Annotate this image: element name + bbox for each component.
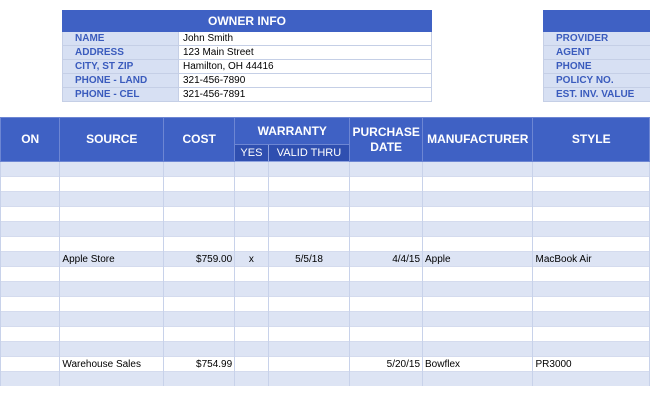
- table-row: [1, 252, 650, 267]
- manufacturer-cell[interactable]: [423, 282, 533, 297]
- owner-row-city: [63, 60, 432, 74]
- description-cell[interactable]: [1, 162, 60, 177]
- description-cell[interactable]: [1, 312, 60, 327]
- warranty-yes-cell[interactable]: [235, 267, 268, 282]
- table-row: [1, 312, 650, 327]
- table-row: [1, 162, 650, 177]
- owner-value-cell[interactable]: John Smith: [179, 32, 432, 46]
- purchase-date-cell[interactable]: 4/4/15: [350, 252, 423, 267]
- description-cell[interactable]: [1, 177, 60, 192]
- owner-label: ADDRESS: [63, 46, 179, 60]
- valid-thru-cell[interactable]: [268, 192, 350, 207]
- manufacturer-cell[interactable]: [423, 372, 533, 387]
- policy-no-label: POLICY NO.: [544, 74, 650, 88]
- cost-cell[interactable]: [164, 297, 235, 312]
- manufacturer-cell[interactable]: [423, 297, 533, 312]
- owner-value-cell[interactable]: 123 Main Street: [179, 46, 432, 60]
- warranty-yes-cell[interactable]: [235, 342, 268, 357]
- valid-thru-cell[interactable]: [268, 222, 350, 237]
- description-cell[interactable]: [1, 207, 60, 222]
- valid-thru-cell[interactable]: [268, 342, 350, 357]
- cost-cell[interactable]: [164, 192, 235, 207]
- owner-value-cell[interactable]: 321-456-7890: [179, 74, 432, 88]
- col-header-description: ON: [1, 118, 60, 162]
- owner-value-cell[interactable]: Hamilton, OH 44416: [179, 60, 432, 74]
- style-cell[interactable]: [533, 207, 650, 222]
- est-inv-value-label: EST. INV. VALUE: [544, 88, 650, 102]
- table-row: [1, 267, 650, 282]
- style-cell[interactable]: [533, 162, 650, 177]
- col-header-source: SOURCE: [60, 118, 164, 162]
- warranty-yes-cell[interactable]: [235, 162, 268, 177]
- purchase-date-cell[interactable]: [350, 237, 423, 252]
- cost-cell[interactable]: [164, 372, 235, 387]
- table-row: [1, 357, 650, 372]
- purchase-date-cell[interactable]: [350, 282, 423, 297]
- col-header-manufacturer: MANUFACTURER: [423, 118, 533, 162]
- valid-thru-cell[interactable]: 5/5/18: [268, 252, 350, 267]
- purchase-date-cell[interactable]: [350, 192, 423, 207]
- owner-row-name: [63, 32, 432, 46]
- valid-thru-cell[interactable]: [268, 357, 350, 372]
- style-cell[interactable]: MacBook Air: [533, 252, 650, 267]
- warranty-yes-cell[interactable]: x: [235, 252, 268, 267]
- table-row: [1, 177, 650, 192]
- table-row: [1, 192, 650, 207]
- cost-cell[interactable]: $754.99: [164, 357, 235, 372]
- col-header-warranty-yes: YES: [235, 145, 268, 162]
- valid-thru-cell[interactable]: [268, 162, 350, 177]
- col-header-warranty: WARRANTY: [235, 118, 350, 145]
- manufacturer-cell[interactable]: [423, 222, 533, 237]
- valid-thru-cell[interactable]: [268, 282, 350, 297]
- cost-cell[interactable]: [164, 312, 235, 327]
- cost-cell[interactable]: $759.00: [164, 252, 235, 267]
- valid-thru-cell[interactable]: [268, 267, 350, 282]
- purchase-date-line2: DATE: [370, 139, 403, 154]
- cost-cell[interactable]: [164, 267, 235, 282]
- cost-cell[interactable]: [164, 222, 235, 237]
- source-cell[interactable]: [60, 192, 164, 207]
- provider-label: PROVIDER: [544, 32, 650, 46]
- valid-thru-cell[interactable]: [268, 327, 350, 342]
- cost-cell[interactable]: [164, 327, 235, 342]
- owner-info-title: OWNER INFO: [63, 11, 432, 32]
- table-row: [1, 372, 650, 387]
- description-cell[interactable]: [1, 357, 60, 372]
- warranty-yes-cell[interactable]: [235, 357, 268, 372]
- table-row: [1, 282, 650, 297]
- source-cell[interactable]: [60, 312, 164, 327]
- purchase-date-cell[interactable]: [350, 162, 423, 177]
- source-cell[interactable]: Warehouse Sales: [60, 357, 164, 372]
- cost-cell[interactable]: [164, 207, 235, 222]
- style-cell[interactable]: [533, 282, 650, 297]
- warranty-yes-cell[interactable]: [235, 372, 268, 387]
- source-cell[interactable]: Apple Store: [60, 252, 164, 267]
- owner-label: NAME: [63, 32, 179, 46]
- warranty-yes-cell[interactable]: [235, 177, 268, 192]
- col-header-cost: COST: [164, 118, 235, 162]
- owner-row-phone-cel: [63, 88, 432, 102]
- source-cell[interactable]: [60, 237, 164, 252]
- agent-label: AGENT: [544, 46, 650, 60]
- owner-label: CITY, ST ZIP: [63, 60, 179, 74]
- purchase-date-cell[interactable]: 5/20/15: [350, 357, 423, 372]
- purchase-date-cell[interactable]: [350, 327, 423, 342]
- description-cell[interactable]: [1, 192, 60, 207]
- style-cell[interactable]: [533, 192, 650, 207]
- style-cell[interactable]: [533, 312, 650, 327]
- source-cell[interactable]: [60, 267, 164, 282]
- col-header-style: STYLE: [533, 118, 650, 162]
- description-cell[interactable]: [1, 267, 60, 282]
- owner-info-table: [62, 10, 432, 102]
- warranty-yes-cell[interactable]: [235, 192, 268, 207]
- cost-cell[interactable]: [164, 237, 235, 252]
- style-cell[interactable]: [533, 297, 650, 312]
- manufacturer-cell[interactable]: [423, 177, 533, 192]
- description-cell[interactable]: [1, 327, 60, 342]
- source-cell[interactable]: [60, 282, 164, 297]
- manufacturer-cell[interactable]: [423, 312, 533, 327]
- owner-label: PHONE - CEL: [63, 88, 179, 102]
- warranty-yes-cell[interactable]: [235, 282, 268, 297]
- source-cell[interactable]: [60, 297, 164, 312]
- warranty-yes-cell[interactable]: [235, 237, 268, 252]
- purchase-date-cell[interactable]: [350, 222, 423, 237]
- source-cell[interactable]: [60, 207, 164, 222]
- purchase-date-cell[interactable]: [350, 177, 423, 192]
- valid-thru-cell[interactable]: [268, 177, 350, 192]
- inventory-table: [0, 117, 650, 386]
- description-cell[interactable]: [1, 342, 60, 357]
- style-cell[interactable]: [533, 237, 650, 252]
- manufacturer-cell[interactable]: [423, 192, 533, 207]
- owner-label: PHONE - LAND: [63, 74, 179, 88]
- valid-thru-cell[interactable]: [268, 207, 350, 222]
- style-cell[interactable]: [533, 342, 650, 357]
- manufacturer-cell[interactable]: Bowflex: [423, 357, 533, 372]
- warranty-yes-cell[interactable]: [235, 207, 268, 222]
- style-cell[interactable]: [533, 372, 650, 387]
- purchase-date-cell[interactable]: [350, 312, 423, 327]
- phone-label: PHONE: [544, 60, 650, 74]
- table-row: [1, 237, 650, 252]
- table-row: [1, 342, 650, 357]
- manufacturer-cell[interactable]: [423, 327, 533, 342]
- cost-cell[interactable]: [164, 177, 235, 192]
- valid-thru-cell[interactable]: [268, 372, 350, 387]
- purchase-date-cell[interactable]: [350, 297, 423, 312]
- provider-info-table: [543, 10, 650, 102]
- manufacturer-cell[interactable]: [423, 237, 533, 252]
- provider-header: [544, 11, 650, 32]
- source-cell[interactable]: [60, 372, 164, 387]
- warranty-yes-cell[interactable]: [235, 297, 268, 312]
- purchase-date-cell[interactable]: [350, 342, 423, 357]
- manufacturer-cell[interactable]: [423, 162, 533, 177]
- description-cell[interactable]: [1, 237, 60, 252]
- style-cell[interactable]: [533, 327, 650, 342]
- style-cell[interactable]: PR3000: [533, 357, 650, 372]
- style-cell[interactable]: [533, 177, 650, 192]
- col-header-warranty-valid-thru: VALID THRU: [268, 145, 350, 162]
- cost-cell[interactable]: [164, 162, 235, 177]
- warranty-yes-cell[interactable]: [235, 327, 268, 342]
- style-cell[interactable]: [533, 222, 650, 237]
- source-cell[interactable]: [60, 177, 164, 192]
- description-cell[interactable]: [1, 222, 60, 237]
- valid-thru-cell[interactable]: [268, 297, 350, 312]
- cost-cell[interactable]: [164, 282, 235, 297]
- owner-row-phone-land: [63, 74, 432, 88]
- source-cell[interactable]: [60, 342, 164, 357]
- manufacturer-cell[interactable]: Apple: [423, 252, 533, 267]
- col-header-purchase-date: [350, 118, 423, 162]
- description-cell[interactable]: [1, 252, 60, 267]
- manufacturer-cell[interactable]: [423, 342, 533, 357]
- source-cell[interactable]: [60, 162, 164, 177]
- purchase-date-cell[interactable]: [350, 267, 423, 282]
- table-row: [1, 222, 650, 237]
- purchase-date-cell[interactable]: [350, 207, 423, 222]
- valid-thru-cell[interactable]: [268, 312, 350, 327]
- owner-value-cell[interactable]: 321-456-7891: [179, 88, 432, 102]
- description-cell[interactable]: [1, 282, 60, 297]
- cost-cell[interactable]: [164, 342, 235, 357]
- valid-thru-cell[interactable]: [268, 237, 350, 252]
- table-row: [1, 327, 650, 342]
- owner-row-address: [63, 46, 432, 60]
- description-cell[interactable]: [1, 297, 60, 312]
- source-cell[interactable]: [60, 222, 164, 237]
- source-cell[interactable]: [60, 327, 164, 342]
- manufacturer-cell[interactable]: [423, 207, 533, 222]
- inventory-table-body: [1, 162, 650, 387]
- purchase-date-line1: PURCHASE: [352, 124, 420, 139]
- warranty-yes-cell[interactable]: [235, 222, 268, 237]
- warranty-yes-cell[interactable]: [235, 312, 268, 327]
- purchase-date-cell[interactable]: [350, 372, 423, 387]
- table-row: [1, 207, 650, 222]
- description-cell[interactable]: [1, 372, 60, 387]
- manufacturer-cell[interactable]: [423, 267, 533, 282]
- table-row: [1, 297, 650, 312]
- style-cell[interactable]: [533, 267, 650, 282]
